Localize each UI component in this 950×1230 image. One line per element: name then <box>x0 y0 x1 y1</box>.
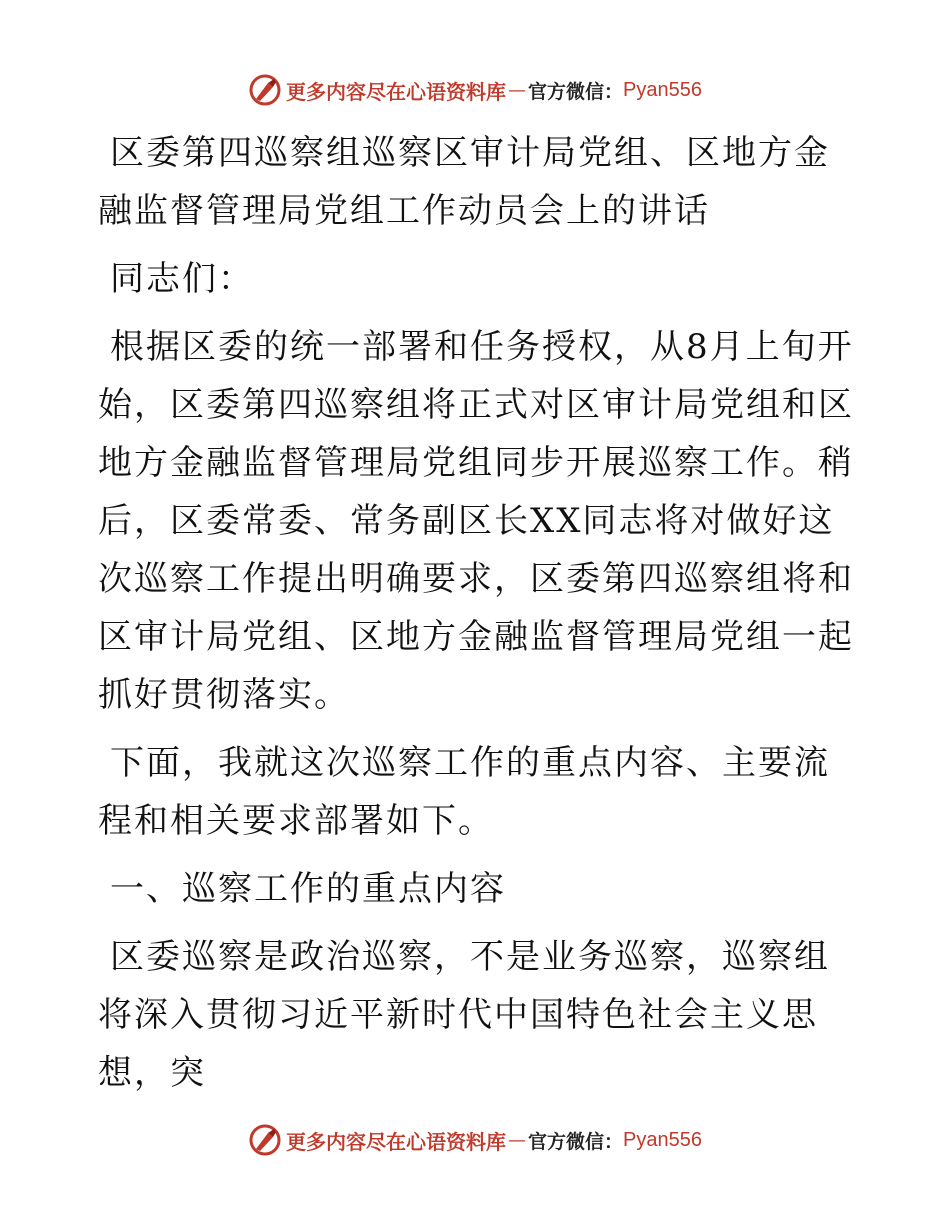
section-heading-1: 一、巡察工作的重点内容 <box>110 869 506 909</box>
banner-wechat-id: Pyan556 <box>623 78 702 101</box>
header-banner <box>0 70 950 110</box>
footer-banner <box>0 1120 950 1160</box>
banner-wechat-label: 官方微信： <box>528 80 624 103</box>
paragraph-2: 下面，我就这次巡察工作的重点内容、主要流程和相关要求部署如下。 <box>98 743 830 841</box>
document-body <box>98 124 858 1112</box>
footer-brand: 更多内容尽在心语资料库 <box>286 1129 506 1154</box>
pen-nib-circle-icon <box>248 1123 282 1157</box>
banner-separator: — <box>508 79 526 101</box>
footer-separator: — <box>508 1129 526 1151</box>
paragraph-3: 区委巡察是政治巡察，不是业务巡察，巡察组将深入贯彻习近平新时代中国特色社会主义思想，突 <box>98 937 830 1093</box>
footer-wechat-id: Pyan556 <box>623 1128 702 1151</box>
banner-brand: 更多内容尽在心语资料库 <box>286 79 506 104</box>
pen-nib-circle-icon <box>248 73 282 107</box>
paragraph-1: 根据区委的统一部署和任务授权，从8月上旬开始，区委第四巡察组将正式对区审计局党组和区地方金融监督管理局党组同步开展巡察工作。稍后，区委常委、常务副区长XX同志将对做好这次巡察工作提出明确要求，区委第四巡察组将和区审计局党组、区地方金融监督管理局党组一起抓好贯彻落实。 <box>98 327 854 715</box>
document-title: 区委第四巡察组巡察区审计局党组、区地方金融监督管理局党组工作动员会上的讲话 <box>98 133 830 231</box>
footer-wechat-label: 官方微信： <box>528 1130 624 1153</box>
salutation: 同志们： <box>110 259 254 299</box>
